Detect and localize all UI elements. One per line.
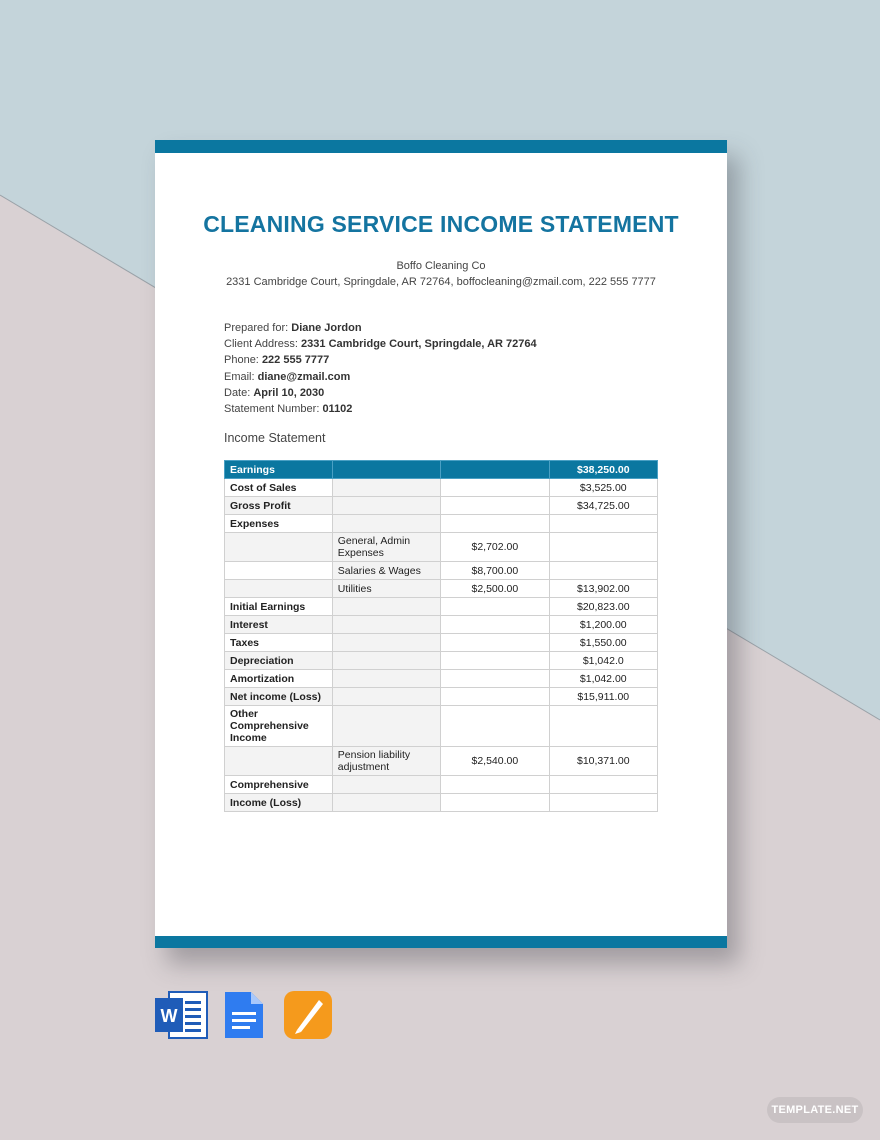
info-email: Email: diane@zmail.com xyxy=(224,370,351,383)
table-cell: $2,500.00 xyxy=(441,580,549,598)
table-row xyxy=(225,634,658,652)
table-cell: Expenses xyxy=(225,515,333,533)
table-cell: $2,540.00 xyxy=(441,747,549,776)
document-title: CLEANING SERVICE INCOME STATEMENT xyxy=(203,211,679,237)
table-cell xyxy=(549,515,657,533)
table-cell: $8,700.00 xyxy=(441,562,549,580)
table-cell xyxy=(332,688,440,706)
table-cell xyxy=(441,515,549,533)
table-cell: Taxes xyxy=(225,634,333,652)
table-cell xyxy=(549,794,657,812)
section-title: Income Statement xyxy=(224,431,326,445)
table-cell: $1,200.00 xyxy=(549,616,657,634)
table-row xyxy=(225,533,658,562)
table-cell xyxy=(225,533,333,562)
microsoft-word-icon[interactable] xyxy=(155,990,209,1040)
table-cell: Utilities xyxy=(332,580,440,598)
table-cell: Depreciation xyxy=(225,652,333,670)
table-cell xyxy=(332,598,440,616)
table-cell: Other Comprehensive Income xyxy=(225,706,333,747)
table-cell: $34,725.00 xyxy=(549,497,657,515)
table-cell: Comprehensive xyxy=(225,776,333,794)
table-cell xyxy=(225,747,333,776)
table-cell xyxy=(441,634,549,652)
table-row xyxy=(225,562,658,580)
table-cell xyxy=(332,706,440,747)
table-cell xyxy=(332,634,440,652)
table-cell xyxy=(332,515,440,533)
table-cell: Pension liability adjustment xyxy=(332,747,440,776)
table-row xyxy=(225,497,658,515)
table-row xyxy=(225,747,658,776)
table-cell xyxy=(441,479,549,497)
watermark-badge: TEMPLATE.NET xyxy=(767,1097,863,1123)
table-cell xyxy=(549,562,657,580)
svg-text:W: W xyxy=(160,1006,178,1026)
table-cell xyxy=(441,652,549,670)
table-cell: $1,042.0 xyxy=(549,652,657,670)
table-row xyxy=(225,515,658,533)
table-cell xyxy=(441,688,549,706)
table-cell: $2,702.00 xyxy=(441,533,549,562)
table-row xyxy=(225,479,658,497)
table-cell xyxy=(332,461,440,479)
table-cell xyxy=(441,497,549,515)
table-cell: $3,525.00 xyxy=(549,479,657,497)
client-info xyxy=(224,320,537,417)
table-row xyxy=(225,688,658,706)
table-cell: Amortization xyxy=(225,670,333,688)
table-cell: Earnings xyxy=(225,461,333,479)
table-cell xyxy=(225,562,333,580)
table-cell: $38,250.00 xyxy=(549,461,657,479)
apple-pages-icon[interactable] xyxy=(283,990,333,1040)
table-cell xyxy=(332,479,440,497)
table-cell: Initial Earnings xyxy=(225,598,333,616)
table-row xyxy=(225,776,658,794)
info-client-address: Client Address: 2331 Cambridge Court, Springdale, AR 72764 xyxy=(224,338,537,351)
top-accent-bar xyxy=(155,140,727,153)
table-cell xyxy=(332,670,440,688)
table-row xyxy=(225,580,658,598)
table-cell xyxy=(441,461,549,479)
table-cell: Cost of Sales xyxy=(225,479,333,497)
document-page xyxy=(155,140,727,948)
company-contact: 2331 Cambridge Court, Springdale, AR 72764, boffocleaning@zmail.com, 222 555 7777 xyxy=(226,276,656,288)
table-cell: Net income (Loss) xyxy=(225,688,333,706)
table-cell xyxy=(549,776,657,794)
table-cell xyxy=(332,652,440,670)
company-name: Boffo Cleaning Co xyxy=(396,260,486,272)
table-cell xyxy=(441,776,549,794)
table-cell: Salaries & Wages xyxy=(332,562,440,580)
table-row xyxy=(225,616,658,634)
info-prepared-for: Prepared for: Diane Jordon xyxy=(224,322,362,334)
google-docs-icon[interactable] xyxy=(223,990,265,1040)
table-header-row xyxy=(225,461,658,479)
table-row xyxy=(225,706,658,747)
table-cell: Interest xyxy=(225,616,333,634)
table-cell xyxy=(225,580,333,598)
table-cell: General, Admin Expenses xyxy=(332,533,440,562)
table-cell: $10,371.00 xyxy=(549,747,657,776)
income-statement-table xyxy=(224,460,658,812)
bottom-accent-bar xyxy=(155,936,727,948)
table-cell xyxy=(332,794,440,812)
table-cell xyxy=(441,598,549,616)
table-row xyxy=(225,598,658,616)
table-row xyxy=(225,670,658,688)
table-cell xyxy=(332,776,440,794)
table-cell: $20,823.00 xyxy=(549,598,657,616)
table-cell xyxy=(549,706,657,747)
info-date: Date: April 10, 2030 xyxy=(224,386,325,399)
table-row xyxy=(225,652,658,670)
table-cell: Income (Loss) xyxy=(225,794,333,812)
table-cell: $13,902.00 xyxy=(549,580,657,598)
table-cell: $1,550.00 xyxy=(549,634,657,652)
table-cell xyxy=(441,670,549,688)
info-phone: Phone: 222 555 7777 xyxy=(224,354,330,367)
info-statement-number: Statement Number: 01102 xyxy=(224,403,353,416)
table-cell xyxy=(441,706,549,747)
table-cell: Gross Profit xyxy=(225,497,333,515)
table-cell xyxy=(441,616,549,634)
table-cell xyxy=(549,533,657,562)
table-cell xyxy=(441,794,549,812)
table-cell: $15,911.00 xyxy=(549,688,657,706)
table-cell xyxy=(332,497,440,515)
table-cell xyxy=(332,616,440,634)
table-cell: $1,042.00 xyxy=(549,670,657,688)
table-row xyxy=(225,794,658,812)
